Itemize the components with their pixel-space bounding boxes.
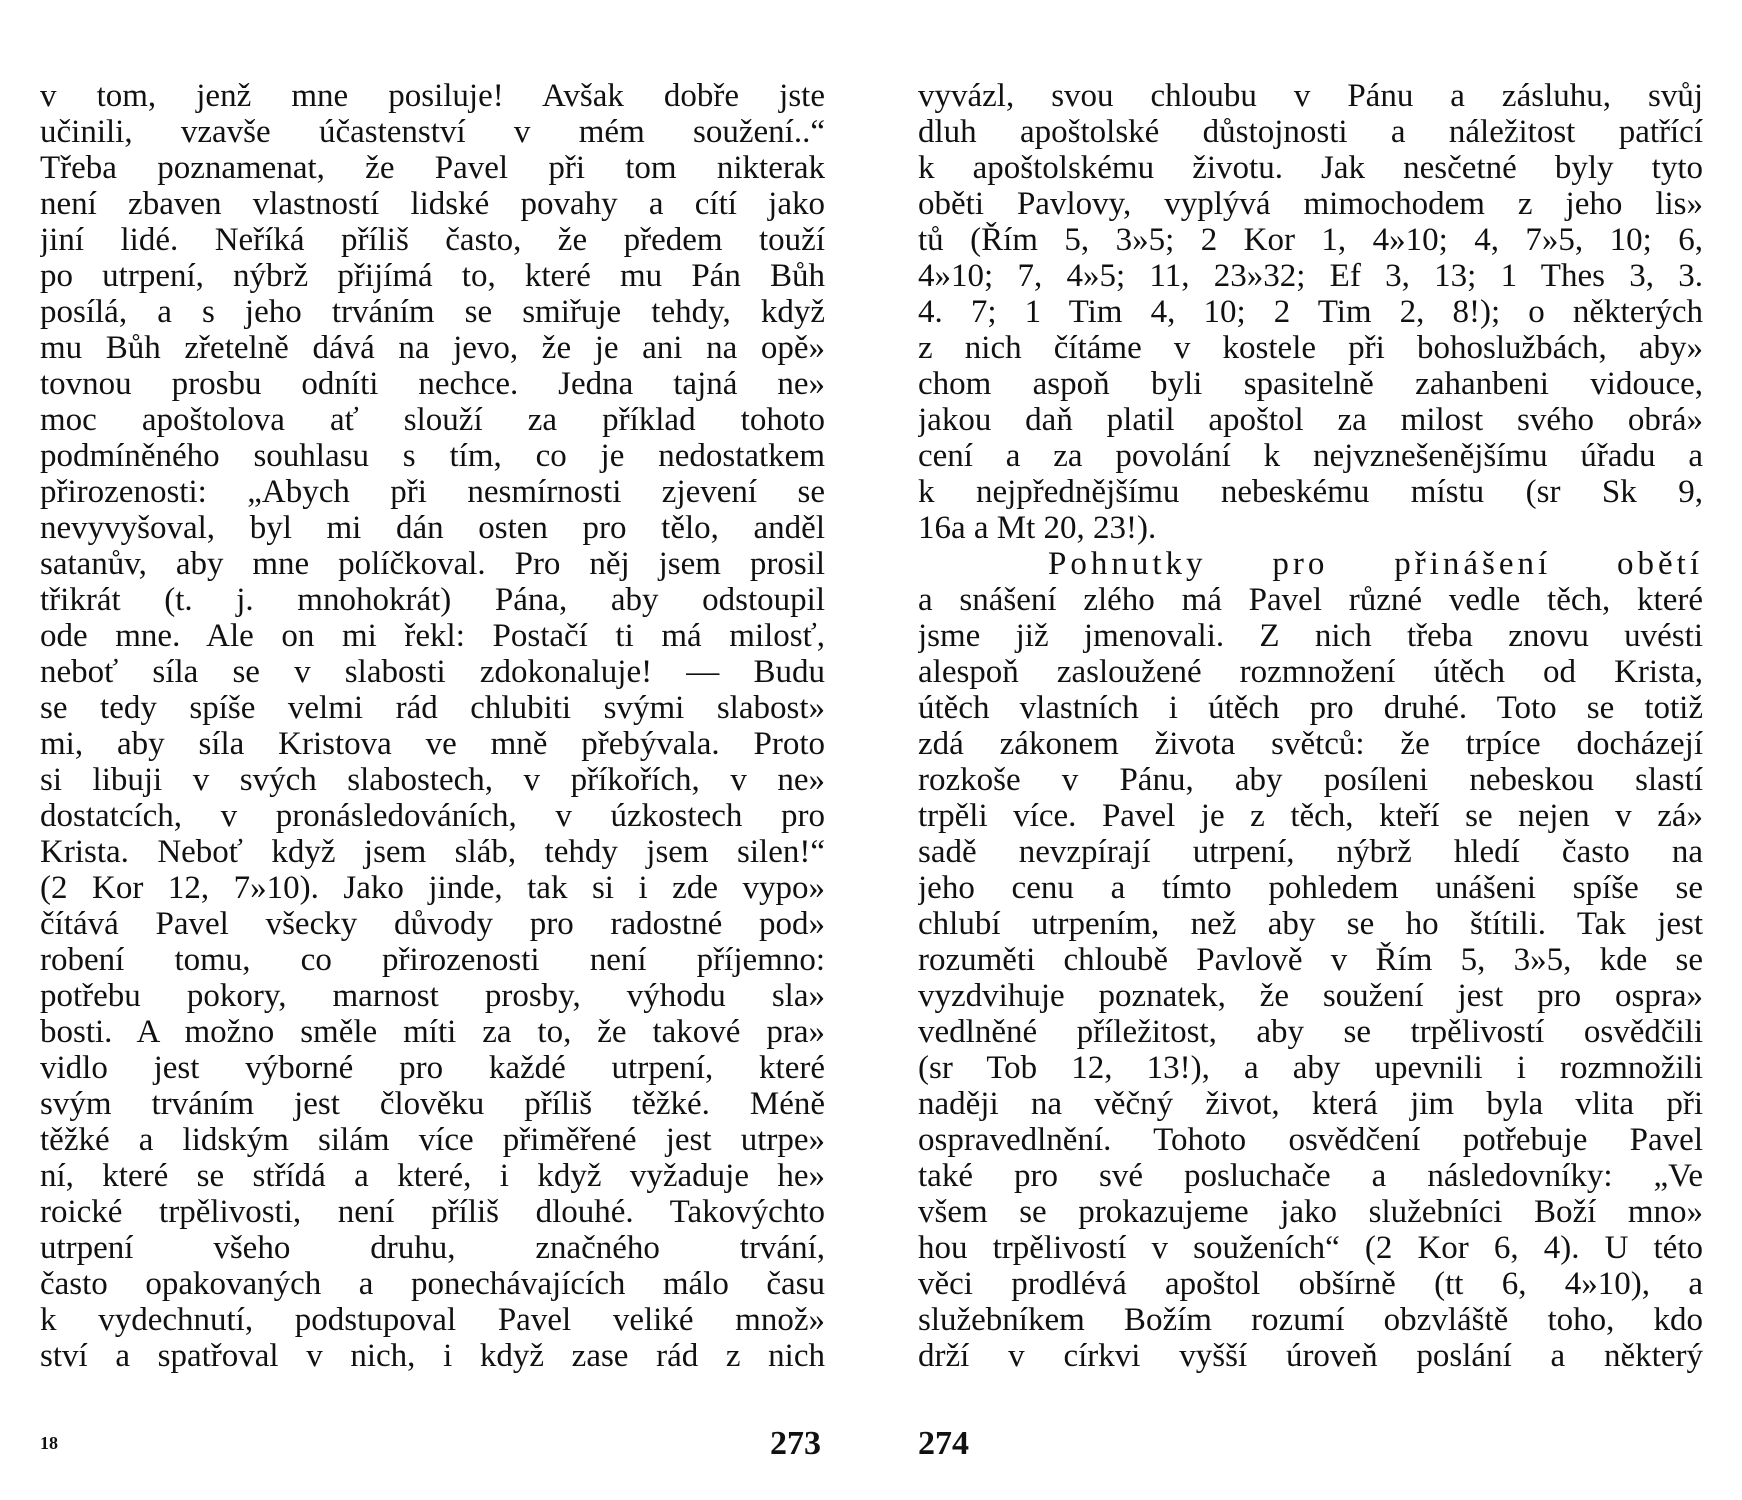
text-line: potřebu pokory, marnost prosby, výhodu sla» bbox=[40, 978, 825, 1014]
right-page-text bbox=[918, 78, 1703, 1374]
text-line: zdá zákonem života světců: že trpíce docházejí bbox=[918, 726, 1703, 762]
text-line: ní, které se střídá a které, i když vyžaduje he» bbox=[40, 1158, 825, 1194]
text-line: robení tomu, co přirozenosti není příjemno: bbox=[40, 942, 825, 978]
text-line: hou trpělivostí v souženích“ (2 Kor 6, 4). U této bbox=[918, 1230, 1703, 1266]
text-line: vyvázl, svou chloubu v Pánu a zásluhu, svůj bbox=[918, 78, 1703, 114]
text-line: věci prodlévá apoštol obšírně (tt 6, 4»10), a bbox=[918, 1266, 1703, 1302]
text-line: se tedy spíše velmi rád chlubiti svými slabost» bbox=[40, 690, 825, 726]
text-line: dluh apoštolské důstojnosti a náležitost patřící bbox=[918, 114, 1703, 150]
text-line: 4. 7; 1 Tim 4, 10; 2 Tim 2, 8!); o některých bbox=[918, 294, 1703, 330]
text-line: utrpení všeho druhu, značného trvání, bbox=[40, 1230, 825, 1266]
text-line: ství a spatřoval v nich, i když zase rád z nich bbox=[40, 1338, 825, 1374]
text-line: Pohnutky pro přinášení obětí bbox=[1048, 546, 1703, 582]
text-line: po utrpení, nýbrž přijímá to, které mu Pán Bůh bbox=[40, 258, 825, 294]
text-line: v tom, jenž mne posiluje! Avšak dobře jste bbox=[40, 78, 825, 114]
text-line: jiní lidé. Neříká příliš často, že předem touží bbox=[40, 222, 825, 258]
text-line: přirozenosti: „Abych při nesmírnosti zjevení se bbox=[40, 474, 825, 510]
text-line: vedlněné příležitost, aby se trpělivostí osvědčili bbox=[918, 1014, 1703, 1050]
page-number-right: 274 bbox=[918, 1425, 969, 1462]
left-page-text bbox=[40, 78, 825, 1374]
text-line: jakou daň platil apoštol za milost svého obrá» bbox=[918, 402, 1703, 438]
text-line: rozkoše v Pánu, aby posíleni nebeskou slastí bbox=[918, 762, 1703, 798]
text-line: z nich čítáme v kostele při bohoslužbách, aby» bbox=[918, 330, 1703, 366]
text-line: mi, aby síla Kristova ve mně přebývala. Proto bbox=[40, 726, 825, 762]
text-line: tů (Řím 5, 3»5; 2 Kor 1, 4»10; 4, 7»5, 10; 6, bbox=[918, 222, 1703, 258]
signature-mark: 18 bbox=[40, 1433, 58, 1453]
text-line: (2 Kor 12, 7»10). Jako jinde, tak si i zde vypo» bbox=[40, 870, 825, 906]
text-line: mu Bůh zřetelně dává na jevo, že je ani na opě» bbox=[40, 330, 825, 366]
text-line: alespoň zasloužené rozmnožení útěch od Krista, bbox=[918, 654, 1703, 690]
text-line: těžké a lidským silám více přiměřené jest utrpe» bbox=[40, 1122, 825, 1158]
text-line: útěch vlastních i útěch pro druhé. Toto se totiž bbox=[918, 690, 1703, 726]
text-line: často opakovaných a ponechávajících málo času bbox=[40, 1266, 825, 1302]
text-line: a snášení zlého má Pavel různé vedle těch, které bbox=[918, 582, 1703, 618]
text-line: Krista. Neboť když jsem sláb, tehdy jsem silen!“ bbox=[40, 834, 825, 870]
text-line: vidlo jest výborné pro každé utrpení, které bbox=[40, 1050, 825, 1086]
text-line: není zbaven vlastností lidské povahy a cítí jako bbox=[40, 186, 825, 222]
text-line: neboť síla se v slabosti zdokonaluje! — Budu bbox=[40, 654, 825, 690]
text-line: svým trváním jest člověku příliš těžké. Méně bbox=[40, 1086, 825, 1122]
text-line: rozuměti chloubě Pavlově v Řím 5, 3»5, kde se bbox=[918, 942, 1703, 978]
text-line: k nejpřednějšímu nebeskému místu (sr Sk 9, bbox=[918, 474, 1703, 510]
text-line: Třeba poznamenat, že Pavel při tom nikterak bbox=[40, 150, 825, 186]
text-line: (sr Tob 12, 13!), a aby upevnili i rozmnožili bbox=[918, 1050, 1703, 1086]
text-line: všem se prokazujeme jako služebníci Boží mno» bbox=[918, 1194, 1703, 1230]
text-line: drží v církvi vyšší úroveň poslání a některý bbox=[918, 1338, 1703, 1374]
text-line: také pro své posluchače a následovníky: „Ve bbox=[918, 1158, 1703, 1194]
text-line: dostatcích, v pronásledováních, v úzkostech pro bbox=[40, 798, 825, 834]
text-line: naději na věčný život, která jim byla vlita při bbox=[918, 1086, 1703, 1122]
text-line: nevyvyšoval, byl mi dán osten pro tělo, anděl bbox=[40, 510, 825, 546]
text-line: služebníkem Božím rozumí obzvláště toho, kdo bbox=[918, 1302, 1703, 1338]
text-line: podmíněného souhlasu s tím, co je nedostatkem bbox=[40, 438, 825, 474]
text-line: oběti Pavlovy, vyplývá mimochodem z jeho lis» bbox=[918, 186, 1703, 222]
text-line: jsme již jmenovali. Z nich třeba znovu uvésti bbox=[918, 618, 1703, 654]
text-line: čítává Pavel všecky důvody pro radostné pod» bbox=[40, 906, 825, 942]
text-line: cení a za povolání k nejvznešenějšímu úřadu a bbox=[918, 438, 1703, 474]
text-line: třikrát (t. j. mnohokrát) Pána, aby odstoupil bbox=[40, 582, 825, 618]
text-line: satanův, aby mne políčkoval. Pro něj jsem prosil bbox=[40, 546, 825, 582]
text-line: chlubí utrpením, než aby se ho štítili. Tak jest bbox=[918, 906, 1703, 942]
text-line: k apoštolskému životu. Jak nesčetné byly tyto bbox=[918, 150, 1703, 186]
text-line: učinili, vzavše účastenství v mém soužení..“ bbox=[40, 114, 825, 150]
text-line: k vydechnutí, podstupoval Pavel veliké množ» bbox=[40, 1302, 825, 1338]
text-line: sadě nevzpírají utrpení, nýbrž hledí často na bbox=[918, 834, 1703, 870]
text-line: 4»10; 7, 4»5; 11, 23»32; Ef 3, 13; 1 Thes 3, 3. bbox=[918, 258, 1703, 294]
text-line: posílá, a s jeho trváním se smiřuje tehdy, když bbox=[40, 294, 825, 330]
page-number-left: 273 bbox=[770, 1425, 821, 1462]
text-line: tovnou prosbu odníti nechce. Jedna tajná ne» bbox=[40, 366, 825, 402]
right-page bbox=[918, 78, 1703, 1374]
text-line: ospravedlnění. Tohoto osvědčení potřebuje Pavel bbox=[918, 1122, 1703, 1158]
text-line: roické trpělivosti, není příliš dlouhé. Takovýchto bbox=[40, 1194, 825, 1230]
text-line: bosti. A možno směle míti za to, že takové pra» bbox=[40, 1014, 825, 1050]
text-line: vyzdvihuje poznatek, že soužení jest pro ospra» bbox=[918, 978, 1703, 1014]
text-line: moc apoštolova ať slouží za příklad tohoto bbox=[40, 402, 825, 438]
text-line: 16a a Mt 20, 23!). bbox=[918, 510, 1157, 546]
text-line: ode mne. Ale on mi řekl: Postačí ti má milosť, bbox=[40, 618, 825, 654]
left-page bbox=[40, 78, 825, 1374]
text-line: trpěli více. Pavel je z těch, kteří se nejen v zá» bbox=[918, 798, 1703, 834]
text-line: si libuji v svých slabostech, v příkořích, v ne» bbox=[40, 762, 825, 798]
text-line: jeho cenu a tímto pohledem unášeni spíše se bbox=[918, 870, 1703, 906]
text-line: chom aspoň byli spasitelně zahanbeni vidouce, bbox=[918, 366, 1703, 402]
